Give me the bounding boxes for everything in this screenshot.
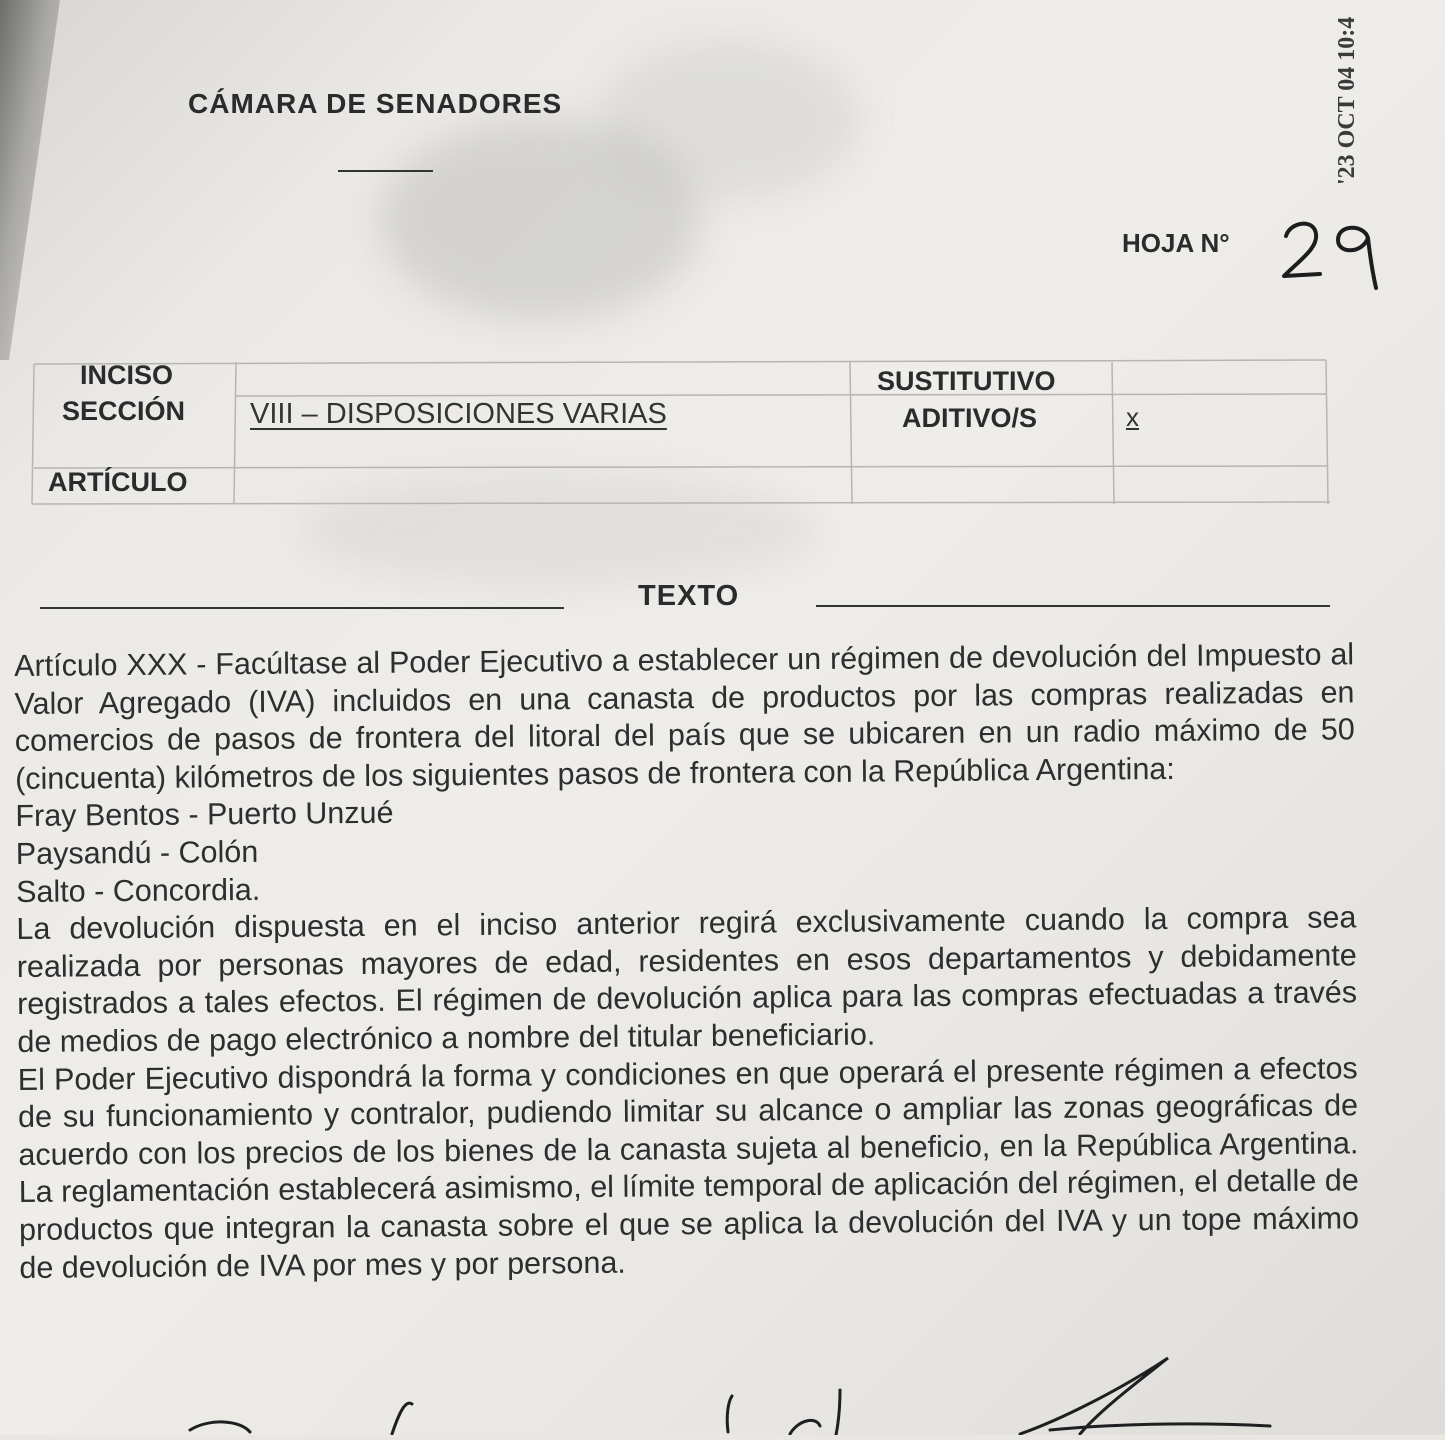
texto-heading: TEXTO (638, 580, 740, 612)
signatures-area (180, 1350, 1300, 1435)
article-paragraph-1: Artículo XXX - Facúltase al Poder Ejecutivo a establecer un régimen de devolución del Impuesto al Valor Agregado (IVA) incluidos en una canasta de productos por las compras realizadas en comercios de pasos de frontera del litoral del país que se ubicaren en un radio máximo de 50 (cincuenta) kilómetros de los siguientes pasos de frontera con la República Argentina: (14, 637, 1355, 796)
title-divider (338, 170, 433, 172)
texto-left-rule (40, 607, 564, 609)
paper-smudge (600, 40, 860, 200)
texto-right-rule (816, 605, 1330, 607)
page-edge-shadow (0, 0, 60, 360)
article-body (14, 636, 1360, 1287)
aditivo-checkmark: x (1126, 402, 1139, 432)
article-paragraph-2: La devolución dispuesta en el inciso anterior regirá exclusivamente cuando la compra sea realizada por personas mayores de edad, residentes en esos departamentos y debidamente registrados a tales efectos. El régimen de devolución aplica para las compras efectuadas a través de medios de pago electrónico a nombre del titular beneficiario. (16, 900, 1358, 1059)
sheet-number (1276, 208, 1386, 298)
inciso-label: INCISO (80, 360, 174, 390)
seccion-label: SECCIÓN (62, 396, 186, 426)
article-paragraph-3: El Poder Ejecutivo dispondrá la forma y condiciones en que operará el presente régimen a efectos de su funcionamiento y contralor, pudiendo limitar su alcance o ampliar las zonas geográficas de acuerdo con los precios de los bienes de la canasta sujeta al beneficio, en la República Argentina. La reglamentación establecerá asimismo, el límite temporal de aplicación del régimen, el detalle de productos que integran la canasta sobre el que se aplica la devolución del IVA y un tope máximo de devolución de IVA por mes y por persona. (17, 1050, 1360, 1285)
border-crossing-item: Salto - Concordia. (15, 872, 261, 909)
seccion-value: VIII – DISPOSICIONES VARIAS (250, 398, 667, 430)
handwritten-sheet-number (1276, 208, 1386, 298)
border-crossing-item: Fray Bentos - Puerto Unzué (15, 796, 394, 834)
articulo-label: ARTÍCULO (48, 467, 188, 497)
sheet-label: HOJA N° (1122, 228, 1230, 258)
sustitutivo-label: SUSTITUTIVO (877, 366, 1056, 396)
date-stamp-text: '23 OCT 04 10:4 (1334, 16, 1360, 185)
chamber-title: CÁMARA DE SENADORES (188, 88, 563, 119)
date-stamp (1325, 0, 1369, 190)
signature-strokes (180, 1350, 1300, 1435)
aditivo-label: ADITIVO/S (902, 403, 1038, 433)
border-crossing-item: Paysandú - Colón (15, 834, 259, 871)
